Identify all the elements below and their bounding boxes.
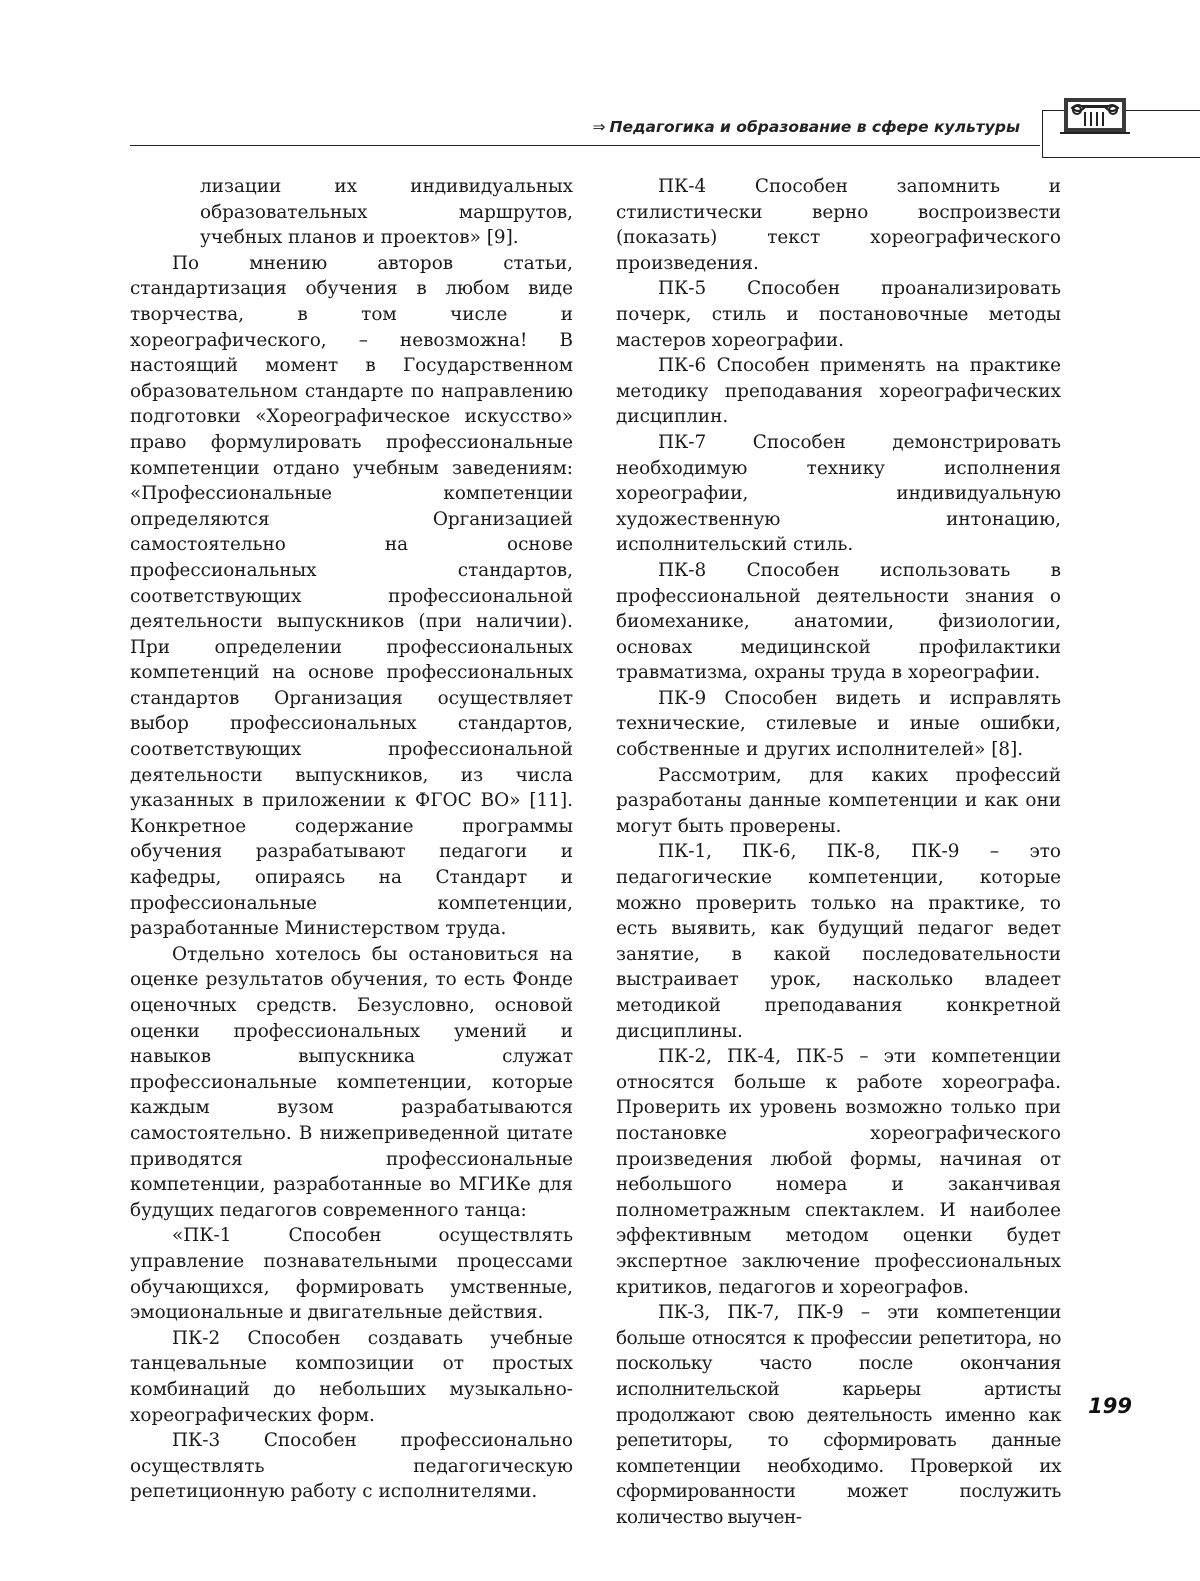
competence-pk-3: ПК-3 Способен профессионально осуществлять педагогическую репетиционную работу с исполнителями. <box>130 1430 573 1503</box>
competence-pk-1: «ПК-1 Способен осуществлять управление познавательными процессами обучающихся, формировать умственные, эмоциональные и двигательные действия. <box>130 1225 573 1324</box>
running-header-title: Педагогика и образование в сфере культуры <box>609 118 1020 136</box>
competence-pk-8: ПК-8 Способен использовать в профессиональной деятельности знания о биомеханике, анатомии, физиологии, основах медицинской профилактики травматизма, охраны труда в хореографии. <box>616 559 1061 684</box>
paragraph-professions: Рассмотрим, для каких профессий разработаны данные компетенции и как они могут быть проверены. <box>616 764 1061 837</box>
competence-pk-6: ПК-6 Способен применять на практике методику преподавания хореографических дисциплин. <box>616 355 1061 428</box>
paragraph-choreographer-competences: ПК-2, ПК-4, ПК-5 – эти компетенции относятся больше к работе хореографа. Проверить их уровень возможно только при постановке хореографического произведения любой формы, начиная от небольшого номера и заканчивая полнометражным спектаклем. И наиболее эффективным методом оценки будет экспертное заключение профессиональных критиков, педагогов и хореографов. <box>616 1046 1061 1298</box>
header-rule <box>130 145 1040 146</box>
paragraph-standardization: По мнению авторов статьи, стандартизация обучения в любом виде творчества, в том числе и хореографического, – невозможна! В настоящий момент в Государственном образовательном стандарте по направлению подготовки «Хореографическое искусство» право формулировать профессиональные компетенции отдано учебным заведениям: «Профессиональные компетенции определяются Организацией самостоятельно на основе профессиональных стандартов, соответствующих профессиональной деятельности выпускников (при наличии). При определении профессиональных компетенций на основе профессиональных стандартов Организация осуществляет выбор профессиональных стандартов, соответствующих профессиональной деятельности выпускников, из числа указанных в приложении к ФГОС ВО» [11]. Конкретное содержание программы обучения разрабатывают педагоги и кафедры, опираясь на Стандарт и профессиональные компетенции, разработанные Министерством труда. <box>130 252 573 940</box>
running-header <box>593 118 1021 136</box>
competence-pk-2: ПК-2 Способен создавать учебные танцевальные композиции от простых комбинаций до небольших музыкально-хореографических форм. <box>130 1327 573 1426</box>
paragraph-assessment: Отдельно хотелось бы остановиться на оценке результатов обучения, то есть Фонде оценочных средств. Безусловно, основой оценки профессиональных умений и навыков выпускника служат профессиональные компетенции, которые каждым вузом разрабатываются самостоятельно. В нижеприведенной цитате приводятся профессиональные компетенции, разработанные во МГИКе для будущих педагогов современного танца: <box>130 943 573 1221</box>
right-column <box>616 174 1061 1530</box>
competence-pk-7: ПК-7 Способен демонстрировать необходимую технику исполнения хореографии, индивидуальную художественную интонацию, исполнительский стиль. <box>616 431 1061 556</box>
ionic-column-capital-icon <box>1060 92 1130 136</box>
left-column <box>130 174 573 1505</box>
paragraph-repetiteur-competences: ПК-3, ПК-7, ПК-9 – эти компетенции больше относятся к профессии репетитора, но поскольку часто после окончания исполнительской карьеры артисты продолжают свою деятельность именно как репетиторы, то сформировать данные компетенции необходимо. Проверкой их сформированности может послужить количество выучен- <box>616 1302 1061 1528</box>
paragraph-pedagogical-competences: ПК-1, ПК-6, ПК-8, ПК-9 – это педагогические компетенции, которые можно проверить только на практике, то есть выявить, как будущий педагог ведет занятие, в какой последовательности выстраивает урок, насколько владеет методикой преподавания конкретной дисциплины. <box>616 841 1061 1042</box>
competence-pk-9: ПК-9 Способен видеть и исправлять технические, стилевые и иные ошибки, собственные и других исполнителей» [8]. <box>616 687 1061 761</box>
competence-pk-5: ПК-5 Способен проанализировать почерк, стиль и постановочные методы мастеров хореографии. <box>616 278 1061 351</box>
quote-continuation: лизации их индивидуальных образовательных маршрутов, учебных планов и проектов» [9]. <box>200 176 573 249</box>
page-number: 199 <box>1088 1394 1132 1418</box>
header-arrow-icon: ⇒ <box>592 118 606 136</box>
competence-pk-4: ПК-4 Способен запомнить и стилистически верно воспроизвести (показать) текст хореографического произведения. <box>616 176 1061 274</box>
